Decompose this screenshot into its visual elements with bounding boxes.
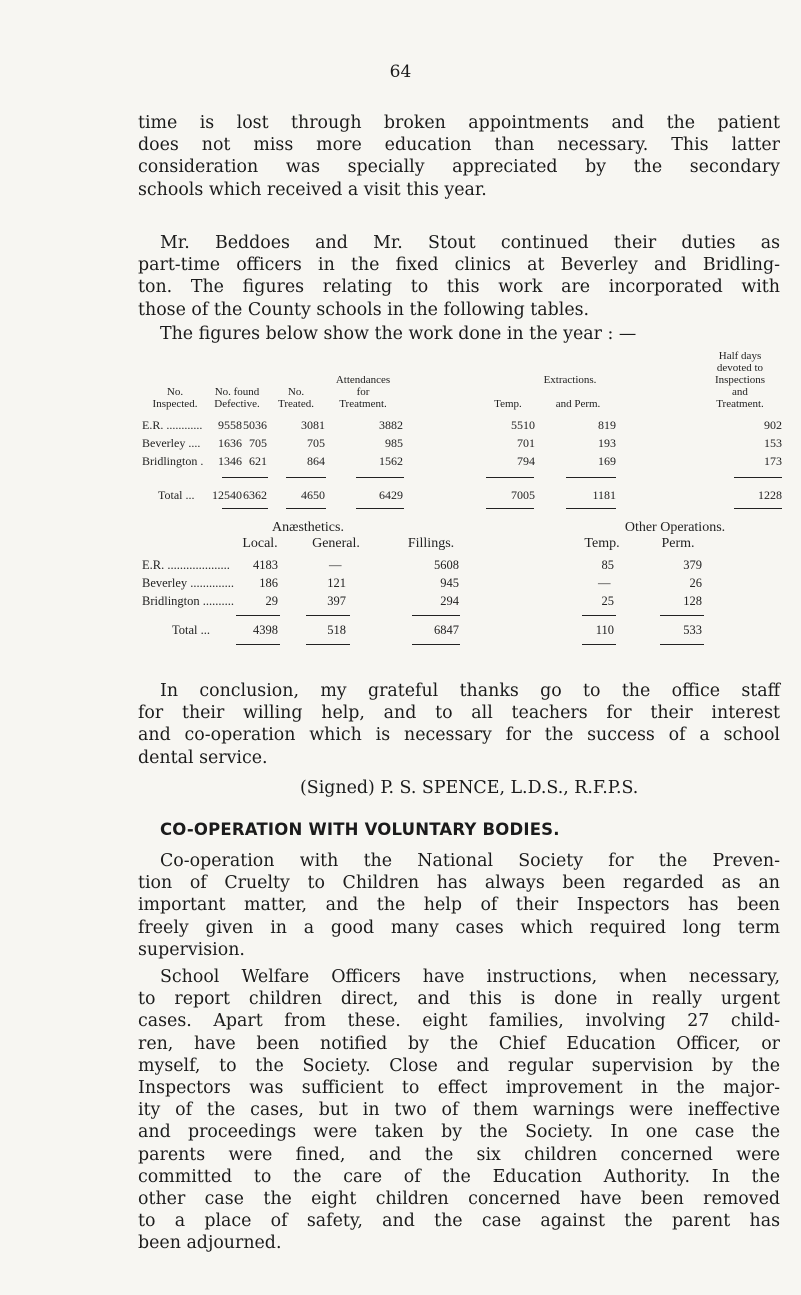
- cell-temp: 794: [517, 454, 535, 468]
- cell-attendances: 6429: [379, 488, 403, 502]
- cell-temp: 85: [601, 558, 614, 572]
- cell-treated: 705: [307, 436, 325, 450]
- cell-general: 518: [327, 623, 346, 637]
- text-line: parents were fined, and the six children concerned were: [138, 1144, 780, 1165]
- text-line: for their willing help, and to all teachers for their interest: [138, 703, 780, 724]
- paragraph-welfare-officers: [138, 966, 780, 1255]
- header-line: Treatment.: [716, 398, 764, 410]
- row-label: Bridlington .: [142, 454, 204, 468]
- header-line: and: [732, 386, 748, 398]
- header-anaesthetics: Anæsthetics.: [272, 520, 344, 535]
- text-line: committed to the care of the Education Authority. In the: [138, 1166, 780, 1187]
- text-line: Co-operation with the National Society for the Preven-: [160, 851, 780, 871]
- header-temp: Temp.: [584, 536, 620, 551]
- paragraph-nspcc: [138, 850, 780, 961]
- total-rule: [412, 615, 460, 616]
- header-perm: Perm.: [661, 536, 695, 551]
- text-line: myself, to the Society. Close and regular supervision by the: [138, 1055, 780, 1076]
- header-line: devoted to: [716, 362, 764, 374]
- cell-fillings: 945: [440, 576, 459, 590]
- header-line: Inspections: [714, 374, 766, 386]
- cell-attendances: 3882: [379, 418, 403, 432]
- header-line: for: [356, 386, 370, 398]
- cell-fillings: 5608: [434, 558, 459, 572]
- text-line: tion of Cruelty to Children has always been regarded as an: [138, 873, 780, 894]
- row-label: E.R. ............: [142, 418, 203, 432]
- cell-local: 4398: [253, 623, 278, 637]
- text-line: ton. The figures relating to this work are incorporated with: [138, 277, 780, 298]
- bottom-rule: [236, 644, 280, 645]
- row-label: Beverley ..............: [142, 576, 234, 590]
- total-rule: [306, 615, 350, 616]
- cell-temp: 7005: [511, 488, 535, 502]
- text-line: those of the County schools in the following tables.: [138, 299, 590, 320]
- cell-perm: 1181: [592, 488, 616, 502]
- cell-general: 397: [327, 594, 346, 608]
- cell-half-days: 153: [764, 436, 782, 450]
- text-line: to report children direct, and this is done in really urgent: [138, 989, 780, 1010]
- header-other-operations: Other Operations.: [624, 520, 726, 535]
- header-temp: Temp.: [494, 398, 522, 410]
- header-local: Local.: [242, 536, 278, 551]
- text-line: schools which received a visit this year.: [138, 179, 487, 200]
- cell-local: 4183: [253, 558, 278, 572]
- header-line: Attendances: [335, 374, 391, 386]
- cell-perm: 128: [683, 594, 702, 608]
- cell-found: 6362: [243, 488, 267, 502]
- total-rule: [236, 615, 280, 616]
- bottom-rule: [582, 644, 616, 645]
- cell-found: 5036: [243, 418, 267, 432]
- cell-inspected: 1346: [218, 454, 242, 468]
- header-line: Treatment.: [339, 398, 387, 410]
- cell-treated: 864: [307, 454, 325, 468]
- section-heading: CO-OPERATION WITH VOLUNTARY BODIES.: [160, 820, 560, 839]
- cell-perm: 193: [598, 436, 616, 450]
- cell-half-days: 902: [764, 418, 782, 432]
- cell-perm: 379: [683, 558, 702, 572]
- text-line: and proceedings were taken by the Society. In one case the: [138, 1122, 780, 1143]
- bottom-rule: [660, 644, 704, 645]
- text-line: to a place of safety, and the case against the parent has: [138, 1211, 780, 1232]
- cell-attendances: 1562: [379, 454, 403, 468]
- text-line: In conclusion, my grateful thanks go to the office staff: [160, 681, 780, 701]
- header-extractions: Extractions.: [543, 374, 597, 386]
- text-line: part-time officers in the fixed clinics at Beverley and Bridling-: [138, 255, 780, 276]
- cell-half-days: 173: [764, 454, 782, 468]
- cell-perm: 169: [598, 454, 616, 468]
- text-line: dental service.: [138, 747, 268, 768]
- cell-found: 705: [249, 436, 267, 450]
- cell-local: 186: [259, 576, 278, 590]
- text-line: and co-operation which is necessary for the success of a school: [138, 725, 780, 746]
- cell-perm: 26: [689, 576, 702, 590]
- cell-general: —: [329, 558, 342, 572]
- row-label: Total ...: [172, 623, 211, 637]
- total-rule: [660, 615, 704, 616]
- text-line: School Welfare Officers have instructions, when necessary,: [160, 967, 780, 987]
- cell-half-days: 1228: [758, 488, 782, 502]
- cell-temp: 110: [595, 623, 614, 637]
- table-intro: The figures below show the work done in the year : —: [160, 324, 637, 344]
- row-label: Bridlington ..........: [142, 594, 235, 608]
- page-number: 64: [389, 62, 412, 82]
- text-line: important matter, and the help of their Inspectors has been: [138, 895, 780, 916]
- cell-general: 121: [327, 576, 346, 590]
- header-line: Defective.: [214, 398, 260, 410]
- cell-perm: 533: [683, 623, 702, 637]
- signature: (Signed) P. S. SPENCE, L.D.S., R.F.P.S.: [300, 778, 639, 798]
- cell-fillings: 6847: [434, 623, 459, 637]
- header-perm: and Perm.: [555, 398, 601, 410]
- header-line: Inspected.: [152, 398, 198, 410]
- text-line: cases. Apart from these. eight families, involving 27 child-: [138, 1011, 780, 1032]
- header-line: No.: [166, 386, 184, 398]
- text-line: freely given in a good many cases which required long term: [138, 917, 780, 938]
- cell-temp: 701: [517, 436, 535, 450]
- header-fillings: Fillings.: [407, 536, 455, 551]
- row-label: E.R. ....................: [142, 558, 230, 572]
- text-line: been adjourned.: [138, 1233, 282, 1254]
- row-label: Beverley ....: [142, 436, 201, 450]
- header-line: No.: [287, 386, 305, 398]
- cell-perm: 819: [598, 418, 616, 432]
- cell-treated: 3081: [301, 418, 325, 432]
- header-line: Half days: [718, 350, 762, 362]
- row-label: Total ...: [158, 488, 195, 502]
- cell-found: 621: [249, 454, 267, 468]
- cell-treated: 4650: [301, 488, 325, 502]
- cell-inspected: 9558: [218, 418, 242, 432]
- cell-temp: —: [598, 576, 611, 590]
- text-line: does not miss more education than necessary. This latter: [138, 135, 780, 156]
- cell-local: 29: [265, 594, 278, 608]
- cell-temp: 5510: [511, 418, 535, 432]
- text-line: ity of the cases, but in two of them warnings were ineffective: [138, 1100, 780, 1121]
- text-line: ren, have been notified by the Chief Education Officer, or: [138, 1033, 780, 1054]
- text-line: consideration was specially appreciated by the secondary: [138, 157, 780, 178]
- paragraph-conclusion: [138, 680, 780, 769]
- cell-inspected: 1636: [218, 436, 242, 450]
- cell-fillings: 294: [440, 594, 459, 608]
- header-general: General.: [312, 536, 360, 551]
- total-rule: [582, 615, 616, 616]
- header-line: No. found: [214, 386, 260, 398]
- text-line: Mr. Beddoes and Mr. Stout continued their duties as: [160, 233, 780, 253]
- bottom-rule: [306, 644, 350, 645]
- bottom-rule: [412, 644, 460, 645]
- cell-attendances: 985: [385, 436, 403, 450]
- text-line: other case the eight children concerned have been removed: [138, 1189, 780, 1210]
- cell-temp: 25: [601, 594, 614, 608]
- text-line: supervision.: [138, 939, 245, 960]
- text-line: time is lost through broken appointments and the patient: [138, 113, 780, 133]
- header-line: Treated.: [278, 398, 314, 410]
- cell-inspected: 12540: [212, 488, 242, 502]
- text-line: Inspectors was sufficient to effect improvement in the major-: [138, 1078, 780, 1099]
